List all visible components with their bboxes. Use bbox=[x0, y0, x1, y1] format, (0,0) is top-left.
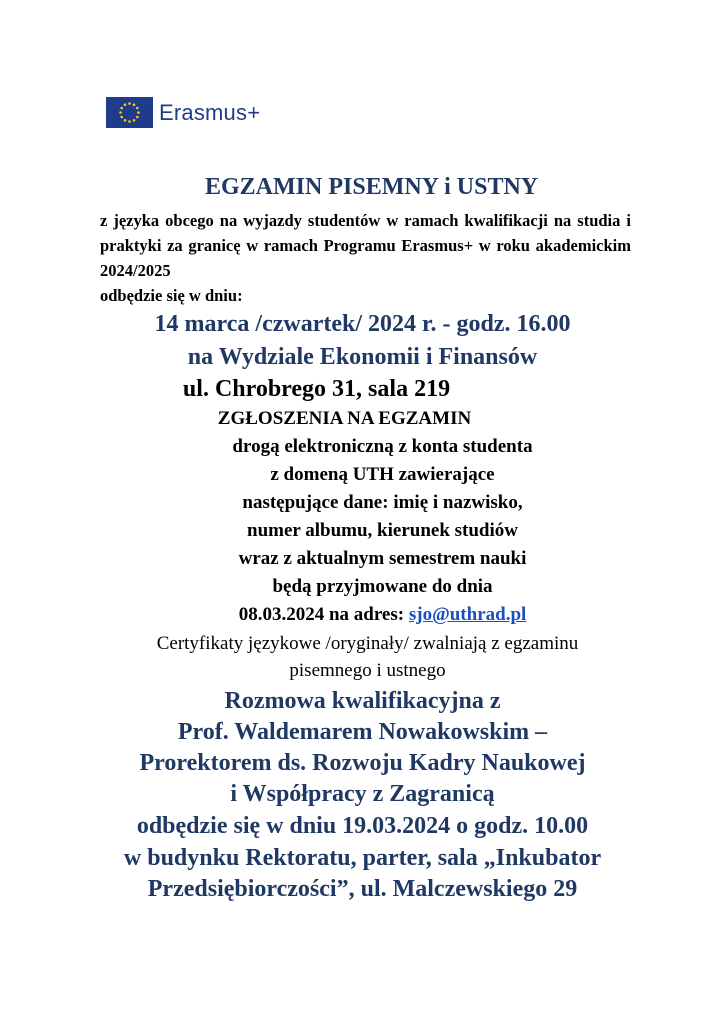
intro-paragraph bbox=[100, 208, 631, 308]
registration-deadline bbox=[20, 604, 725, 626]
interview-line-1: Rozmowa kwalifikacyjna z bbox=[224, 688, 501, 714]
registration-line-3: następujące dane: imię i nazwisko, bbox=[242, 492, 523, 513]
registration-line-4: numer albumu, kierunek studiów bbox=[247, 520, 518, 541]
registration-line-2: z domeną UTH zawierające bbox=[270, 464, 495, 485]
logo-text: Erasmus+ bbox=[159, 99, 261, 125]
registration-heading: ZGŁOSZENIA NA EGZAMIN bbox=[217, 408, 472, 429]
intro-last-line: odbędzie się w dniu: bbox=[100, 286, 243, 305]
interview-line-5: odbędzie się w dniu 19.03.2024 o godz. 10.00 bbox=[136, 813, 589, 839]
page-title: EGZAMIN PISEMNY i USTNY bbox=[205, 174, 539, 200]
eu-flag-icon bbox=[106, 97, 153, 128]
erasmus-logo bbox=[106, 97, 260, 128]
interview-line-6: w budynku Rektoratu, parter, sala „Inkubator bbox=[123, 845, 602, 871]
exam-date: 14 marca /czwartek/ 2024 r. - godz. 16.00 bbox=[154, 311, 571, 337]
intro-text: z języka obcego na wyjazdy studentów w ramach kwalifikacji na studia i praktyki za granicę w ramach Programu Erasmus+ w roku akademickim 2024/2025 bbox=[100, 211, 631, 280]
registration-line-1: drogą elektroniczną z konta studenta bbox=[232, 436, 533, 457]
interview-line-4: i Współpracy z Zagranicą bbox=[230, 781, 495, 807]
certificates-line-1: Certyfikaty językowe /oryginały/ zwalniają z egzaminu bbox=[156, 633, 579, 654]
registration-line-5: wraz z aktualnym semestrem nauki bbox=[238, 548, 527, 569]
interview-line-7: Przedsiębiorczości”, ul. Malczewskiego 29 bbox=[147, 876, 578, 902]
interview-line-3: Prorektorem ds. Rozwoju Kadry Naukowej bbox=[139, 750, 586, 776]
exam-place: na Wydziale Ekonomii i Finansów bbox=[187, 344, 538, 370]
email-link[interactable]: sjo@uthrad.pl bbox=[408, 604, 527, 625]
registration-line-6: będą przyjmowane do dnia bbox=[272, 576, 493, 597]
interview-line-2: Prof. Waldemarem Nowakowskim – bbox=[177, 719, 548, 745]
certificates-line-2: pisemnego i ustnego bbox=[289, 660, 446, 681]
deadline-text: 08.03.2024 na adres: bbox=[238, 604, 409, 625]
exam-address: ul. Chrobrego 31, sala 219 bbox=[182, 376, 451, 402]
